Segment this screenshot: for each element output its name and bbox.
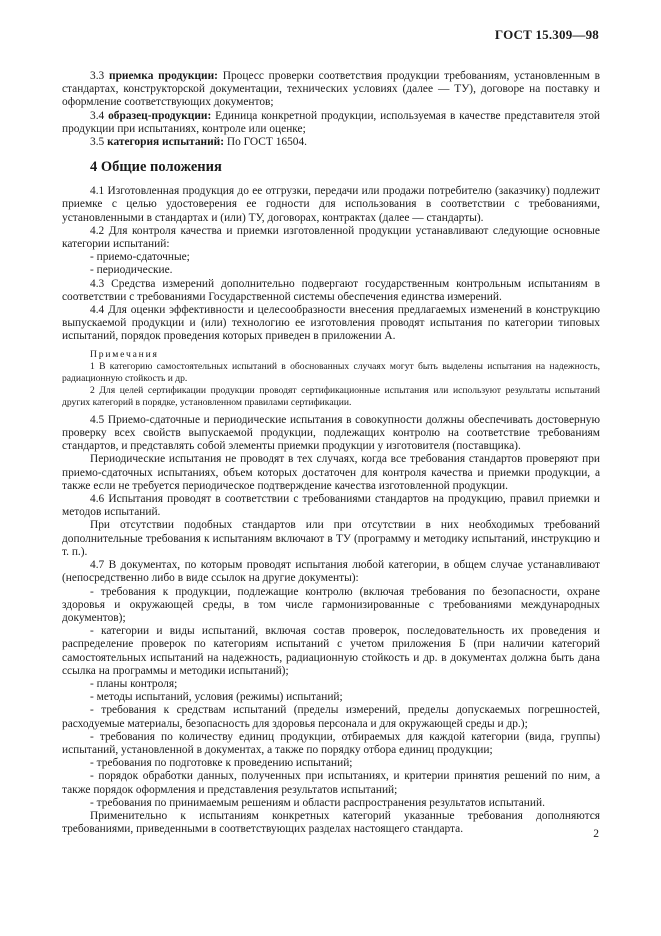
definition-text: Процесс проверки соответствия продукции требованиям, установленным в стандартах, конструкторской документации, технических условиях (далее — ТУ), договоре на поставку и оформление соответствующих документов;: [62, 70, 600, 109]
paragraph: 4.3 Средства измерений дополнительно подвергают государственным контрольным испытаниям в соответствии с требованиями Государственной системы обеспечения единства измерений.: [62, 277, 600, 303]
section-paragraphs-a: [62, 185, 600, 343]
paragraph: 4.7 В документах, по которым проводят испытания любой категории, в общем случае устанавливают (непосредственно либо в виде ссылок на другие документы):: [62, 559, 600, 585]
definition-text: Единица конкретной продукции, используемая в качестве представителя этой продукции при испытаниях, контроле или оценке;: [62, 109, 600, 135]
section-title: 4 Общие положения: [90, 159, 222, 176]
definition-item: [62, 70, 600, 110]
paragraph: - планы контроля;: [90, 677, 178, 690]
paragraph: - требования по количеству единиц продукции, отбираемых для каждой категории (вида, группы) испытаний, установленной в документах, а также по порядку отбора единиц продукции;: [62, 730, 600, 756]
page-number: 2: [593, 828, 599, 840]
note-item: 2 Для целей сертификации продукции проводят сертификационные испытания или используют результаты испытаний других категорий в порядке, установленном правилами сертификации.: [62, 384, 600, 408]
definition-item: [62, 110, 600, 136]
document-header: ГОСТ 15.309—98: [494, 27, 599, 42]
paragraph: Применительно к испытаниям конкретных категорий указанные требования дополняются требованиями, приведенными в соответствующих разделах настоящего стандарта.: [62, 809, 600, 836]
definition-number: 3.5: [90, 136, 108, 149]
definition-term: приемка продукции:: [109, 70, 218, 82]
definition-term: категория испытаний:: [107, 136, 225, 149]
document-body: [62, 70, 600, 836]
note-item: 1 В категорию самостоятельных испытаний в обоснованных случаях могут быть выделены испытания на надежность, радиационную стойкость и др.: [62, 360, 600, 384]
paragraph: - порядок обработки данных, полученных при испытаниях, и критерии принятия решений по ним, а также порядок оформления и представления результатов испытаний;: [62, 770, 600, 796]
definition-item: [62, 136, 600, 149]
paragraph: 4.4 Для оценки эффективности и целесообразности внесения предлагаемых изменений в конструкцию выпускаемой продукции и (или) технологию ее изготовления проводят испытания по категории типовых испытаний, порядок проведения которых приведен в приложении А.: [62, 304, 600, 343]
definition-number: 3.3: [90, 70, 110, 82]
paragraph: Периодические испытания не проводят в тех случаях, когда все требования стандартов проверяют при приемо-сдаточных испытаниях, объем которых достаточен для контроля качества и приемки продукции, а также если не требуется периодическое подтверждение качества изготовленной продукции.: [62, 453, 600, 492]
paragraph: 4.2 Для контроля качества и приемки изготовленной продукции устанавливают следующие основные категории испытаний:: [62, 224, 600, 251]
paragraph: - требования по подготовке к проведению испытаний;: [90, 757, 353, 770]
definitions-list: [62, 70, 600, 149]
paragraph: - методы испытаний, условия (режимы) испытаний;: [90, 691, 343, 704]
notes-list: [62, 361, 600, 409]
paragraph: При отсутствии подобных стандартов или при отсутствии в них необходимых требований дополнительные требования к испытаниям включают в ТУ (программу и методику испытаний, инструкцию и т. п.).: [62, 519, 600, 558]
paragraph: - периодические.: [90, 264, 173, 277]
paragraph: - требования по принимаемым решениям и области распространения результатов испытаний.: [90, 796, 545, 809]
paragraph: - требования к средствам испытаний (пределы измерений, пределы допускаемых погрешностей, расходуемые материалы, безопасность для здоровья персонала и для окружающей среды и др.);: [62, 704, 600, 730]
paragraph: - категории и виды испытаний, включая состав проверок, последовательность их проведения и распределение проверок по категориям испытаний с учетом приложения Б (при наличии категорий самостоятельных испытаний на надежность, радиационную стойкость и др. в документах должна быть дана ссылка на программы и методики испытаний);: [62, 625, 600, 677]
paragraph: - требования к продукции, подлежащие контролю (включая требования по безопасности, охране здоровья и окружающей среды, в том числе гармонизированные с требованиями международных документов);: [62, 585, 600, 624]
paragraph: - приемо-сдаточные;: [90, 251, 190, 264]
paragraph: 4.5 Приемо-сдаточные и периодические испытания в совокупности должны обеспечивать достоверную проверку всех свойств выпускаемой продукции, подлежащих контролю на соответствие требованиям стандартов, и представлять собой элементы приемки продукции у изготовителя (поставщика).: [62, 413, 600, 453]
definition-text: По ГОСТ 16504.: [224, 136, 308, 149]
section-paragraphs-b: [62, 414, 600, 837]
definition-term: образец-продукции:: [108, 109, 212, 122]
notes-heading: Примечания: [90, 348, 159, 360]
paragraph: 4.1 Изготовленная продукция до ее отгрузки, передачи или продажи потребителю (заказчику) подлежит приемке с целью удостоверения ее годности для использования в соответствии с требованиями, установленными в стандартах и (или) ТУ, договорах, контрактах (далее — стандарты).: [62, 185, 600, 224]
definition-number: 3.4: [90, 109, 109, 122]
paragraph: 4.6 Испытания проводят в соответствии с требованиями стандартов на продукцию, правил приемки и методов испытаний.: [62, 493, 600, 519]
